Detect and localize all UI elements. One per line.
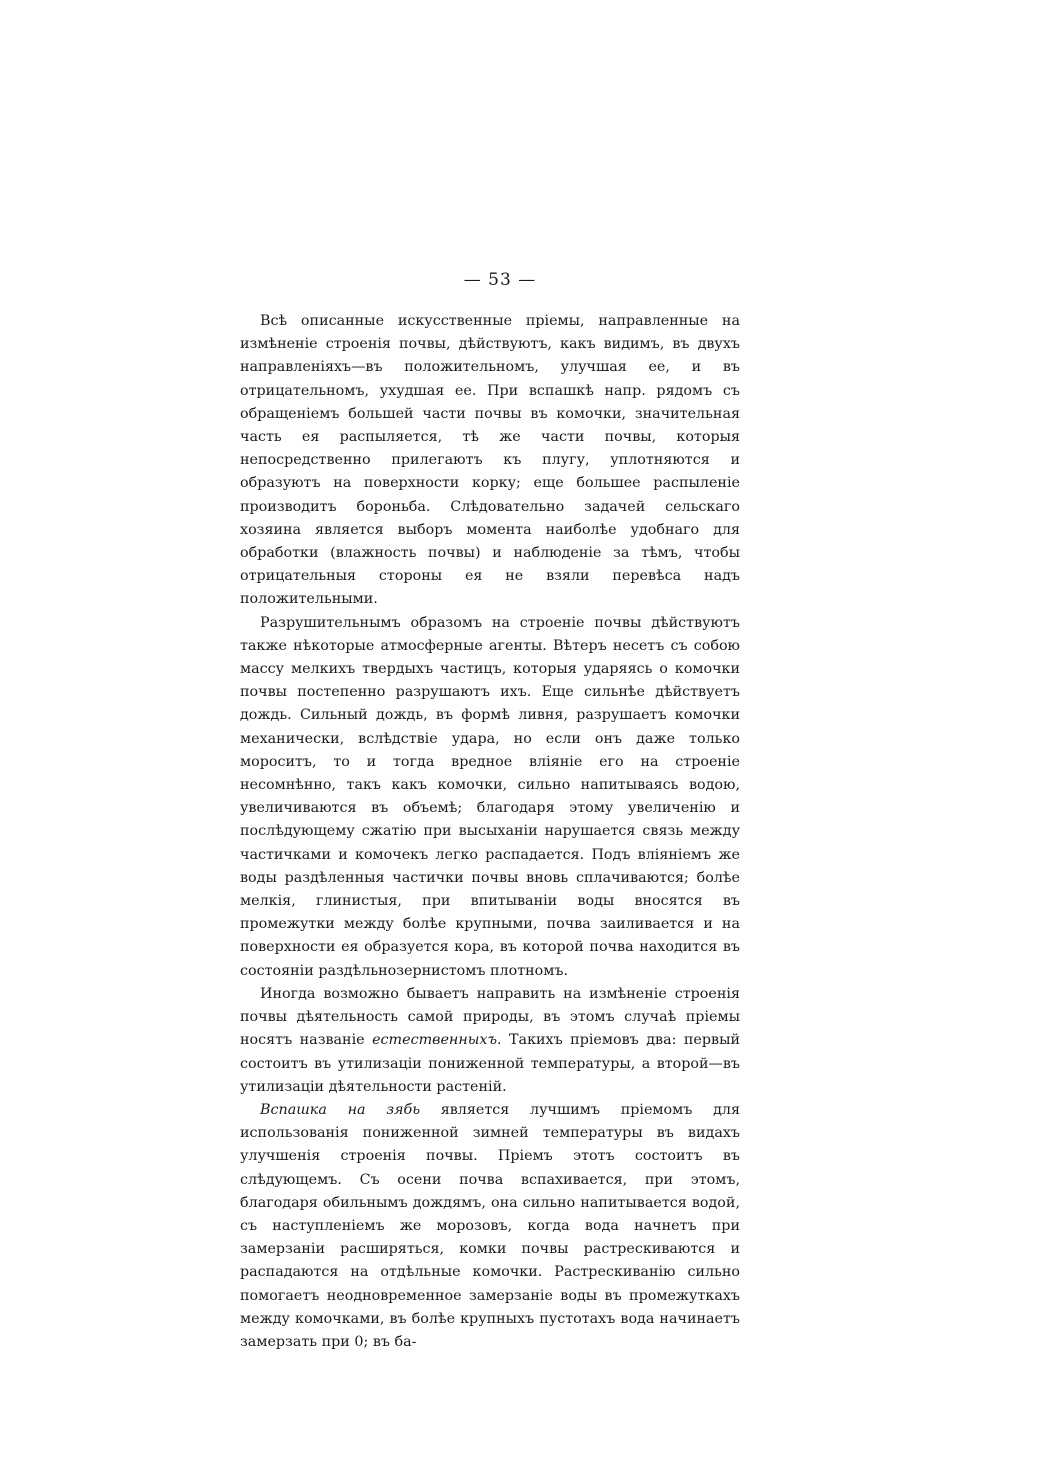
paragraph-4-emphasis: Вспашка на зябь <box>260 1101 421 1118</box>
paragraph-3-text-before: Иногда возможно бываетъ направить на измѣненіе строенія почвы дѣятельность самой природы, въ этомъ случаѣ пріемы носятъ названіе <box>240 985 740 1049</box>
body-text <box>240 310 740 1354</box>
paragraph-4 <box>240 1099 740 1354</box>
paragraph-3-emphasis: естественныхъ <box>372 1032 497 1049</box>
paragraph-4-text-after: является лучшимъ пріемомъ для использованія пониженной зимней температуры въ видахъ улучшенія строенія почвы. Пріемъ этотъ состоитъ въ слѣдующемъ. Съ осени почва вспахивается, при этомъ, благодаря обильнымъ дождямъ, она сильно напитывается водой, съ наступленіемъ же морозовъ, когда вода начнетъ при замерзаніи расширяться, комки почвы растрескиваются и распадаются на отдѣльные комочки. Растрескиванію сильно помогаетъ неодновременное замерзаніе воды въ промежуткахъ между комочками, въ болѣе крупныхъ пустотахъ вода начинаетъ замерзать при 0; въ ба- <box>240 1101 741 1350</box>
paragraph-3-text-after: . Такихъ пріемовъ два: первый состоитъ въ утилизаціи пониженной температуры, а второй—въ утилизаціи дѣятельности растеній. <box>240 1032 740 1095</box>
paragraph-2: Разрушительнымъ образомъ на строеніе почвы дѣйствуютъ также нѣкоторые атмосферные агенты. Вѣтеръ несетъ съ собою массу мелкихъ твердыхъ частицъ, которыя ударяясь о комочки почвы постепенно разрушаютъ ихъ. Еще сильнѣе дѣйствуетъ дождь. Сильный дождь, въ формѣ ливня, разрушаетъ комочки механически, вслѣдствіе удара, но если онъ даже только мороситъ, то и тогда вредное вліяніе его на строеніе несомнѣнно, такъ какъ комочки, сильно напитываясь водою, увеличиваются въ объемѣ; благодаря этому увеличенію и послѣдующему сжатію при высыханіи нарушается связь между частичками и комочекъ легко распадается. Подъ вліяніемъ же воды раздѣленныя частички почвы вновь сплачиваются; болѣе мелкія, глинистыя, при впитываніи воды вносятся въ промежутки между болѣе крупными, почва заиливается и на поверхности ея образуется кора, въ которой почва находится въ состояніи раздѣльнозернистомъ плотномъ. <box>240 614 740 979</box>
paragraph-1: Всѣ описанные искусственные пріемы, направленные на измѣненіе строенія почвы, дѣйствуютъ, какъ видимъ, въ двухъ направленіяхъ—въ положительномъ, улучшая ее, и въ отрицательномъ, ухудшая ее. При вспашкѣ напр. рядомъ съ обращеніемъ большей части почвы въ комочки, значительная часть ея распыляется, тѣ же части почвы, которыя непосредственно прилегаютъ къ плугу, уплотняются и образуютъ на поверхности корку; еще большее распыленіе производитъ бороньба. Слѣдовательно задачей сельскаго хозяина является выборъ момента наиболѣе удобнаго для обработки (влажность почвы) и наблюденіе за тѣмъ, чтобы отрицательныя стороны ея не взяли перевѣса надъ положительными. <box>240 313 740 608</box>
paragraph-3 <box>240 983 740 1099</box>
page-number: — 53 — <box>463 270 537 290</box>
